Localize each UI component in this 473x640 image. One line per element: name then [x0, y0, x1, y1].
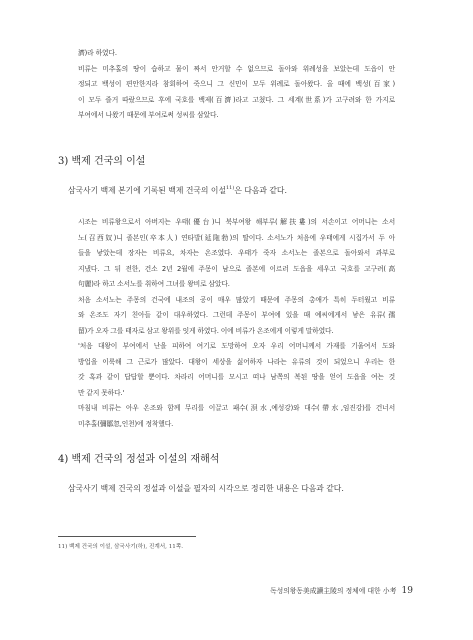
quote-line: 이 모두 즐거 따랐으므로 후에 국호를 백제(百濟)라고 고쳤다. 그 세계(世系)가 고구려와 한 가지로: [78, 95, 395, 104]
quote-line: 濟)라 하였다.: [78, 49, 117, 57]
section-4-intro: 삼국사기 백제 건국의 정설과 이설을 필자의 시각으로 정리한 내용은 다음과 같다.: [68, 484, 344, 493]
footnote-rule: [58, 536, 196, 537]
footnote-ref[interactable]: 11): [225, 185, 235, 191]
quote-line: '처음 대왕이 부여에서 난을 피하여 여기로 도망하여 오자 우리 어머니께서 가재를 기울여서 도와: [78, 342, 395, 350]
quote-block-1: [78, 46, 395, 124]
quote-line: 처음 소서노는 주몽의 건국에 내조의 공이 매우 많았기 때문에 주몽의 총애가 특히 두터웠고 비류: [78, 295, 395, 304]
page-footer: [270, 585, 413, 596]
quote-line: 句麗)라 하고 소서노를 취하여 그녀를 왕비로 삼았다.: [78, 280, 230, 288]
quote-line: 비류는 미추홀의 땅이 습하고 물이 짜서 안거할 수 없으므로 돌아와 위례성을 보았는데 도읍이 안: [78, 64, 395, 73]
quote-line: 방업을 이룩해 그 근로가 많았다. 대왕이 세상을 싫어하자 나라는 유류의 것이 되었으니 우리는 한: [78, 357, 395, 366]
quote-block-2: [78, 215, 395, 432]
section-heading-3: 3) 백제 건국의 이설: [58, 156, 146, 167]
quote-line: 와 온조도 자기 친아들 같이 대우하였다. 그런데 주몽이 부여에 있을 때 예씨에게서 낳은 유류(孺: [78, 311, 395, 319]
quote-line: 부여에서 나왔기 때문에 부여로써 성씨를 삼았다.: [78, 111, 219, 119]
quote-line: 지냈다. 그 뒤 전한, 건소 2년 2월에 주몽이 남으로 졸본에 이르러 도읍을 세우고 국호를 고구려(高: [78, 264, 395, 273]
page-number: 19: [401, 586, 413, 596]
quote-line: 미추홀(彌鄒忽,인천)에 정착했다.: [78, 419, 174, 428]
quote-line: 留)가 오자 그를 태자로 삼고 왕위를 잇게 하였다. 이에 비류가 온조에게 이렇게 말하였다.: [78, 326, 334, 335]
quote-line: 시조는 비류왕으로서 아버지는 우태(優台)니 북부여왕 해부루(解扶婁)의 서손이고 어머니는 소서: [78, 218, 395, 226]
quote-line: 노(召西奴)니 졸본인(卒本人) 연타발(延陁勃)의 딸이다. 소서노가 처음에 우태에게 시집가서 두 아: [78, 233, 395, 242]
quote-line: 만 같지 못하다.': [78, 388, 125, 397]
quote-line: 갓 혹과 같이 답답할 뿐이다. 차라리 어머니를 모시고 떠나 남쪽의 복된 땅을 얻어 도읍을 여는 것: [78, 373, 395, 381]
intro-text-tail: 은 다음과 같다.: [234, 186, 287, 195]
section-3-intro: [68, 185, 287, 196]
running-title: 독성의왕동美成讀主陵의 정체에 대한 小考: [270, 587, 397, 595]
intro-text: 삼국사기 백제 본기에 기록된 백제 건국의 이설: [68, 186, 226, 195]
quote-line: 마침내 비류는 아우 온조와 함께 무리를 이끌고 패수(浿水,예성강)와 대수(帶水,임진강)를 건너서: [78, 404, 395, 412]
footnote-text: 11) 백제 건국의 이설, 삼국사기(하), 진계서, 11쪽.: [58, 544, 184, 550]
section-heading-4: 4) 백제 건국의 정설과 이설의 재해석: [58, 454, 220, 465]
quote-line: 정되고 백성이 편안한지라 참회하여 죽으니 그 신민이 모두 위례로 돌아왔다. 올 때에 백성(百家): [78, 80, 395, 88]
quote-line: 들을 낳았는데 장자는 비류요, 차자는 온조였다. 우태가 죽자 소서노는 졸본으로 돌아와서 과부로: [78, 249, 395, 257]
